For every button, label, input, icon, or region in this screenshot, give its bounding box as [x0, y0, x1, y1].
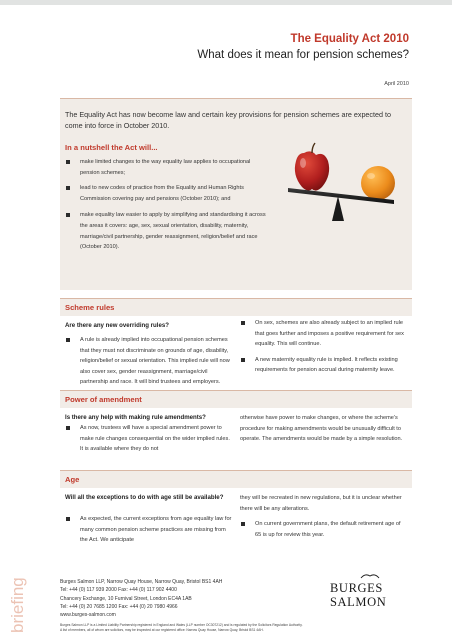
list-item: A rule is already implied into occupational pension schemes that they must not discriminate on grounds of age, disability, religion/belief or sexual orientation. This implied rule will now also cover sex, gender reassignment, marriage/civil partnership and race. It will bind trustees and employers. [65, 335, 232, 388]
apple-orange-scales-illustration [278, 139, 403, 249]
bullet-icon [241, 321, 245, 325]
nutshell-heading: In a nutshell the Act will... [65, 143, 158, 152]
bullet-icon [66, 213, 70, 217]
intro-text: The Equality Act has now become law and certain key provisions for pension schemes are expected to come into force in October 2010. [65, 110, 392, 130]
nutshell-list [65, 157, 268, 259]
right-column [240, 413, 407, 450]
logo-mark-icon [360, 572, 380, 580]
document-date: April 2010 [384, 81, 409, 87]
intro-panel [60, 98, 412, 290]
right-column [240, 318, 407, 381]
paragraph: they will be recreated in new regulations, but it is unclear whether there will be any alterations. [240, 495, 402, 512]
list-item: On sex, schemes are also already subject to an implied rule that goes further and imposes a positive requirement for sex equality. This will continue. [240, 318, 407, 350]
section-heading: Scheme rules [65, 303, 115, 312]
legal-fineprint: A list of members, all of whom are solicitors, may be inspected at our registered office: Narrow Quay House, Narrow Quay, Bristol BS1 4AH. [60, 628, 264, 632]
bullet-icon [241, 522, 245, 526]
bullet-icon [66, 160, 70, 164]
bullet-icon [66, 426, 70, 430]
list-item: lead to new codes of practice from the Equality and Human Rights Commission covering pay and pensions (October 2010); and [65, 183, 268, 204]
section-question: Will all the exceptions to do with age still be available? [65, 494, 224, 501]
section-scheme-rules [60, 298, 412, 386]
left-column [65, 335, 232, 393]
left-column [65, 514, 232, 551]
logo-word: SALMON [330, 595, 387, 609]
address-line: Burges Salmon LLP, Narrow Quay House, Narrow Quay, Bristol BS1 4AH [60, 579, 223, 585]
address-line: Tel: +44 (0) 117 939 2000 Fax: +44 (0) 117 902 4400 [60, 587, 177, 593]
bullet-icon [66, 517, 70, 521]
document-title: The Equality Act 2010 [290, 33, 409, 45]
right-column [240, 493, 407, 545]
list-item: As expected, the current exceptions from age equality law for many common pension scheme practices are missing from the Act. We anticipate [65, 514, 232, 546]
section-age [60, 470, 412, 548]
svg-text:briefing: briefing [8, 577, 27, 633]
logo-word: BURGES [330, 581, 383, 595]
list-item: make limited changes to the way equality law applies to occupational pension schemes; [65, 157, 268, 178]
section-power-of-amendment [60, 390, 412, 458]
list-item: A new maternity equality rule is implied. It reflects existing requirements for pension accrual during maternity leave. [240, 355, 407, 376]
bullet-icon [66, 186, 70, 190]
bullet-icon [66, 338, 70, 342]
section-question: Is there any help with making rule amendments? [65, 414, 206, 421]
paragraph: otherwise have power to make changes, or where the scheme's procedure for making amendments would be unusually difficult to operate. The amendments would be made by a simple resolution. [240, 415, 403, 443]
legal-fineprint: Burges Salmon LLP is a Limited Liability Partnership registered in England and Wales (LLP number OC307212) and is regulated by the Solicitors Regulation Authority. [60, 623, 303, 627]
burges-salmon-logo [330, 572, 412, 610]
list-item: On current government plans, the default retirement age of 65 is up for review this year. [240, 519, 407, 540]
website-link[interactable]: www.burges-salmon.com [60, 612, 116, 618]
briefing-vertical-label [8, 557, 28, 635]
list-item: make equality law easier to apply by simplifying and standardising it across the areas it covers: age, sex, sexual orientation, disability, maternity, marriage/civil partnership, gender reassignment, religion/belief and race (October 2010). [65, 210, 268, 252]
top-rule [0, 0, 452, 5]
document-subtitle: What does it mean for pension schemes? [197, 49, 409, 61]
section-heading: Power of amendment [65, 395, 142, 404]
section-question: Are there any new overriding rules? [65, 322, 169, 329]
left-column [65, 423, 232, 460]
section-heading: Age [65, 475, 80, 484]
bullet-icon [241, 358, 245, 362]
list-item: As now, trustees will have a special amendment power to make rule changes consequential on the wider implied rules. It is available where they do not [65, 423, 232, 455]
address-line: Chancery Exchange, 10 Furnival Street, London EC4A 1AB [60, 596, 192, 602]
address-line: Tel: +44 (0) 20 7685 1200 Fax: +44 (0) 20 7980 4966 [60, 604, 178, 610]
